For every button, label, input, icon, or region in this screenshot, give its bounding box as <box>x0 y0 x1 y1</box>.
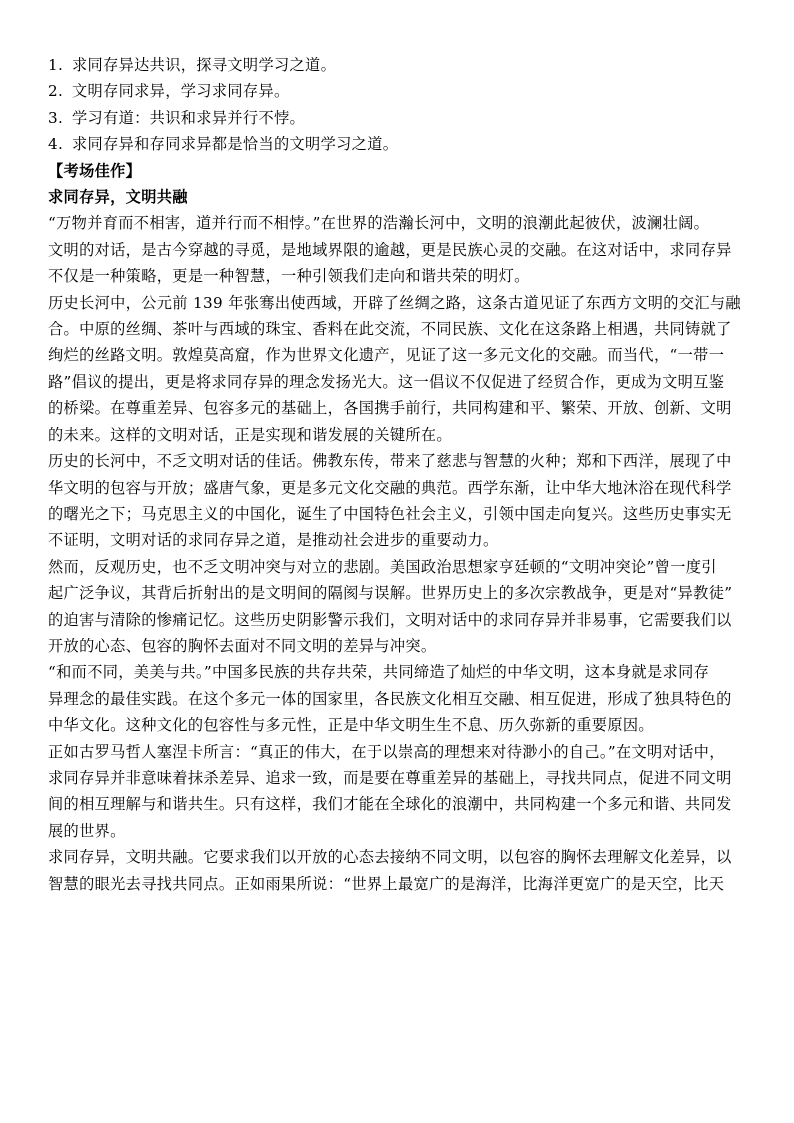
essay-paragraph <box>48 659 756 738</box>
essay-paragraph <box>48 290 756 448</box>
list-item <box>48 105 756 131</box>
paragraph-line: 的桥梁。在尊重差异、包容多元的基础上，各国携手前行，共同构建和平、繁荣、开放、创新、文明 <box>48 399 732 418</box>
paragraph-line: 历史的长河中，不乏文明对话的佳话。佛教东传，带来了慈悲与智慧的火种；郑和下西洋，展现了中 <box>48 452 732 471</box>
paragraph-line: 求同存异，文明共融。它要求我们以开放的心态去接纳不同文明，以包容的胸怀去理解文化差异，以 <box>48 848 732 867</box>
paragraph-line: 历史长河中，公元前 139 年张骞出使西域，开辟了丝绸之路，这条古道见证了东西方文明的交汇与融 <box>48 293 741 312</box>
essay-paragraph <box>48 554 756 660</box>
paragraph-line: “万物并育而不相害，道并行而不相悖。”在世界的浩瀚长河中，文明的浪潮此起彼伏，波澜壮阔。 <box>48 214 710 233</box>
paragraph-line: 智慧的眼光去寻找共同点。正如雨果所说：“世界上最宽广的是海洋，比海洋更宽广的是天空，比天 <box>48 874 725 893</box>
list-item <box>48 52 756 78</box>
paragraph-line: 合。中原的丝绸、茶叶与西域的珠宝、香料在此交流，不同民族、文化在这条路上相遇，共同铸就了 <box>48 320 732 339</box>
paragraph-line: 求同存异并非意味着抹杀差异、追求一致，而是要在尊重差异的基础上，寻找共同点，促进不同文明 <box>48 768 732 787</box>
paragraph-line: “和而不同，美美与共。”中国多民族的共存共荣，共同缔造了灿烂的中华文明，这本身就是求同存 <box>48 663 710 682</box>
paragraph-line: 的未来。这样的文明对话，正是实现和谐发展的关键所在。 <box>48 425 452 444</box>
paragraph-line: 路”倡议的提出，更是将求同存异的理念发扬光大。这一倡议不仅促进了经贸合作，更成为文明互鉴 <box>48 372 725 391</box>
essay-paragraph <box>48 448 756 554</box>
list-item-number: 4. <box>48 135 64 154</box>
paragraph-line: 的迫害与清除的惨痛记忆。这些历史阴影警示我们，文明对话中的求同存异并非易事，它需要我们以 <box>48 610 732 629</box>
essay-title: 求同存异，文明共融 <box>48 188 188 207</box>
numbered-list <box>48 52 756 158</box>
essay-paragraph <box>48 739 756 845</box>
list-item <box>48 78 756 104</box>
list-item-number: 1. <box>48 56 64 74</box>
paragraph-line: 华文明的包容与开放；盛唐气象，更是多元文化交融的典范。西学东渐，让中华大地沐浴在现代科学 <box>48 478 732 497</box>
paragraph-line: 不仅是一种策略，更是一种智慧，一种引领我们走向和谐共荣的明灯。 <box>48 267 530 286</box>
paragraph-line: 间的相互理解与和谐共生。只有这样，我们才能在全球化的浪潮中，共同构建一个多元和谐、共同发 <box>48 795 732 814</box>
paragraph-line: 不证明，文明对话的求同存异之道，是推动社会进步的重要动力。 <box>48 531 499 550</box>
paragraph-line: 文明的对话，是古今穿越的寻觅，是地域界限的逾越，更是民族心灵的交融。在这对话中，求同存异 <box>48 240 732 259</box>
list-item-text: 学习有道：共识和求异并行不悖。 <box>72 108 306 127</box>
list-item-text: 求同存异达共识，探寻文明学习之道。 <box>72 56 337 74</box>
paragraph-line: 起广泛争议，其背后折射出的是文明间的隔阂与误解。世界历史上的多次宗教战争，更是对“异教徒” <box>48 584 733 603</box>
list-item-number: 2. <box>48 82 64 101</box>
paragraph-line: 异理念的最佳实践。在这个多元一体的国家里，各民族文化相互交融、相互促进，形成了独具特色的 <box>48 689 732 708</box>
essay-paragraph <box>48 210 756 289</box>
list-item-text: 求同存异和存同求异都是恰当的文明学习之道。 <box>72 135 399 154</box>
list-item-text: 文明存同求异，学习求同存异。 <box>72 82 290 101</box>
paragraph-line: 开放的心态、包容的胸怀去面对不同文明的差异与冲突。 <box>48 636 437 655</box>
section-heading: 【考场佳作】 <box>48 161 142 180</box>
list-item <box>48 131 756 157</box>
paragraph-line: 然而，反观历史，也不乏文明冲突与对立的悲剧。美国政治思想家亨廷顿的“文明冲突论”曾一度引 <box>48 557 717 576</box>
paragraph-line: 绚烂的丝路文明。敦煌莫高窟，作为世界文化遗产，见证了这一多元文化的交融。而当代，“一带一 <box>48 346 725 365</box>
essay-paragraph <box>48 844 756 897</box>
paragraph-line: 展的世界。 <box>48 821 126 840</box>
paragraph-line: 正如古罗马哲人塞涅卡所言：“真正的伟大，在于以崇高的理想来对待渺小的自己。”在文明对话中， <box>48 742 725 761</box>
paragraph-line: 中华文化。这种文化的包容性与多元性，正是中华文明生生不息、历久弥新的重要原因。 <box>48 716 654 735</box>
list-item-number: 3. <box>48 108 64 127</box>
paragraph-line: 的曙光之下；马克思主义的中国化，诞生了中国特色社会主义，引领中国走向复兴。这些历史事实无 <box>48 504 732 523</box>
